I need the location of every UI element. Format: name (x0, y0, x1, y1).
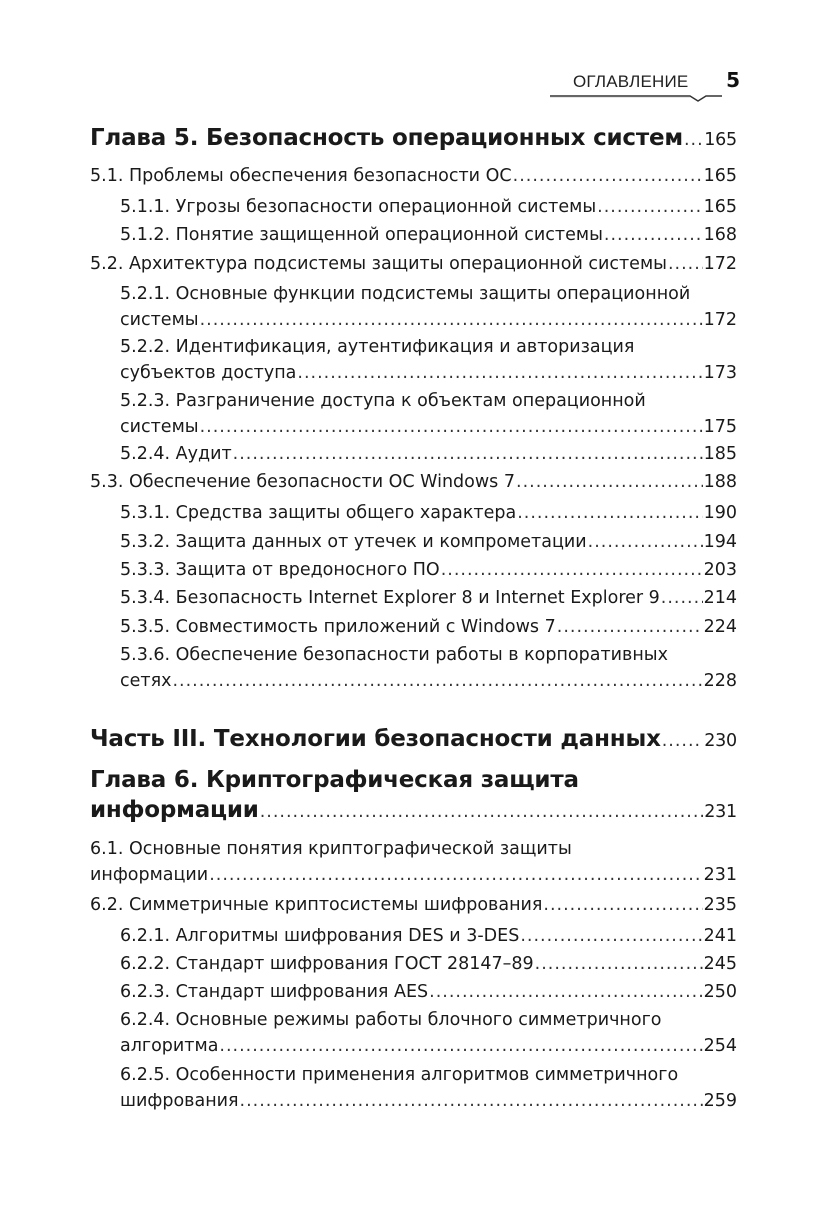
toc-leader-dots (662, 726, 703, 756)
running-header (540, 70, 740, 100)
toc-page-number: 250 (703, 982, 737, 1002)
toc-entry-title: сетях (120, 671, 172, 691)
toc-subsection-6-2-1 (120, 923, 737, 949)
toc-entry-title-line1: Глава 6. Криптографическая защита (90, 767, 579, 793)
toc-entry-title: шифрования (120, 1091, 239, 1111)
toc-entry-title: субъектов доступа (120, 363, 297, 383)
toc-entry-title: Глава 5. Безопасность операционных систем (90, 125, 683, 151)
toc-section-6-1 (90, 836, 737, 888)
toc-subsection-6-2-5 (120, 1062, 737, 1114)
toc-page-number: 245 (703, 954, 737, 974)
toc-page-number: 168 (703, 225, 737, 245)
toc-chapter-6 (90, 765, 737, 827)
toc-subsection-5-2-3 (120, 388, 737, 440)
toc-leader-dots (597, 194, 702, 220)
toc-page-number: 185 (703, 444, 737, 464)
toc-page-number: 172 (703, 310, 737, 330)
toc-leader-dots (517, 500, 702, 526)
toc-entry-title: 6.2.1. Алгоритмы шифрования DES и 3-DES (120, 926, 520, 946)
toc-leader-dots (557, 614, 703, 640)
toc-entry-title: 5.2. Архитектура подсистемы защиты операционной системы (90, 254, 667, 274)
toc-leader-dots (200, 414, 703, 440)
toc-entry-title: 5.1.2. Понятие защищенной операционной системы (120, 225, 603, 245)
toc-subsection-5-2-1 (120, 281, 737, 333)
toc-page-number: 214 (703, 588, 737, 608)
toc-leader-dots (535, 951, 703, 977)
toc-entry-title: 5.2.4. Аудит (120, 444, 232, 464)
toc-page-number: 175 (703, 417, 737, 437)
toc-part-3 (90, 724, 737, 756)
toc-subsection-5-2-2 (120, 334, 737, 386)
toc-subsection-5-3-4 (120, 585, 737, 611)
toc-subsection-5-3-6 (120, 642, 737, 694)
toc-entry-title: информации (90, 797, 259, 823)
toc-subsection-5-2-4 (120, 441, 737, 467)
toc-page-number: 165 (703, 166, 737, 186)
toc-subsection-5-3-5 (120, 614, 737, 640)
toc-leader-dots (604, 222, 703, 248)
toc-entry-title: 5.3.3. Защита от вредоносного ПО (120, 560, 440, 580)
toc-entry-title-line1: 5.2.1. Основные функции подсистемы защиты операционной (120, 284, 691, 304)
toc-page-number: 231 (703, 865, 737, 885)
toc-leader-dots (172, 668, 702, 694)
toc-leader-dots (543, 892, 702, 918)
toc-leader-dots (429, 979, 702, 1005)
toc-entry-title: системы (120, 417, 199, 437)
toc-entry-title: 5.3.1. Средства защиты общего характера (120, 503, 517, 523)
toc-entry-title: 6.2.3. Стандарт шифрования AES (120, 982, 429, 1002)
toc-chapter-5 (90, 123, 737, 155)
toc-leader-dots (209, 862, 702, 888)
toc-page-number: 259 (703, 1091, 737, 1111)
toc-entry-title: 6.2. Симметричные криптосистемы шифрования (90, 895, 543, 915)
header-rule-ornament (540, 92, 740, 102)
toc-subsection-6-2-4 (120, 1007, 737, 1059)
toc-leader-dots (219, 1033, 702, 1059)
toc-page-number: 231 (704, 802, 737, 822)
toc-leader-dots (588, 529, 703, 555)
toc-entry-title: информации (90, 865, 209, 885)
toc-leader-dots (661, 585, 703, 611)
toc-section-5-2 (90, 251, 737, 277)
toc-entry-title: 5.3.2. Защита данных от утечек и компрометации (120, 532, 587, 552)
toc-section-6-2 (90, 892, 737, 918)
toc-entry-title: 5.3.4. Безопасность Internet Explorer 8 и Internet Explorer 9 (120, 588, 660, 608)
toc-leader-dots (233, 441, 703, 467)
toc-page-number: 190 (703, 503, 737, 523)
toc-entry-title: 5.1.1. Угрозы безопасности операционной системы (120, 197, 597, 217)
toc-leader-dots (200, 307, 703, 333)
toc-page-number: 230 (704, 731, 737, 751)
toc-leader-dots (520, 923, 702, 949)
toc-subsection-5-1-1 (120, 194, 737, 220)
toc-entry-title-line1: 5.3.6. Обеспечение безопасности работы в корпоративных (120, 645, 668, 665)
toc-leader-dots (441, 557, 703, 583)
toc-page-number: 228 (703, 671, 737, 691)
toc-entry-title: 6.2.2. Стандарт шифрования ГОСТ 28147–89 (120, 954, 534, 974)
toc-subsection-6-2-2 (120, 951, 737, 977)
toc-leader-dots (513, 163, 703, 189)
toc-page-number: 188 (703, 472, 737, 492)
toc-subsection-5-3-2 (120, 529, 737, 555)
toc-entry-title: 5.3.5. Совместимость приложений с Windows 7 (120, 617, 556, 637)
toc-page-number: 241 (703, 926, 737, 946)
toc-leader-dots (240, 1088, 703, 1114)
toc-subsection-5-3-3 (120, 557, 737, 583)
running-header-title: ОГЛАВЛЕНИЕ (573, 72, 689, 91)
toc-entry-title-line1: 5.2.2. Идентификация, аутентификация и авторизация (120, 337, 635, 357)
toc-entry-title: 5.3. Обеспечение безопасности ОС Windows 7 (90, 472, 515, 492)
toc-entry-title: 5.1. Проблемы обеспечения безопасности ОС (90, 166, 512, 186)
toc-page-number: 224 (703, 617, 737, 637)
toc-page-number: 235 (703, 895, 737, 915)
toc-entry-title: алгоритма (120, 1036, 219, 1056)
toc-entry-title: Часть III. Технологии безопасности данных (90, 726, 661, 752)
toc-leader-dots (668, 251, 703, 277)
toc-entry-title: системы (120, 310, 199, 330)
page-number: 5 (726, 68, 740, 92)
toc-subsection-5-1-2 (120, 222, 737, 248)
toc-page-number: 173 (703, 363, 737, 383)
toc-leader-dots (684, 125, 703, 155)
toc-entry-title-line1: 6.2.5. Особенности применения алгоритмов симметричного (120, 1065, 679, 1085)
toc-page-number: 165 (703, 197, 737, 217)
toc-page-number: 165 (704, 130, 737, 150)
toc-leader-dots (260, 797, 703, 827)
toc-entry-title-line1: 6.2.4. Основные режимы работы блочного симметричного (120, 1010, 662, 1030)
toc-entry-title-line1: 5.2.3. Разграничение доступа к объектам операционной (120, 391, 646, 411)
toc-page-number: 172 (703, 254, 737, 274)
toc-page-number: 203 (703, 560, 737, 580)
toc-page-number: 254 (703, 1036, 737, 1056)
toc-section-5-3 (90, 469, 737, 495)
toc-leader-dots (297, 360, 702, 386)
toc-subsection-6-2-3 (120, 979, 737, 1005)
toc-entry-title-line1: 6.1. Основные понятия криптографической защиты (90, 839, 572, 859)
toc-subsection-5-3-1 (120, 500, 737, 526)
toc-page-number: 194 (703, 532, 737, 552)
toc-leader-dots (516, 469, 703, 495)
toc-section-5-1 (90, 163, 737, 189)
